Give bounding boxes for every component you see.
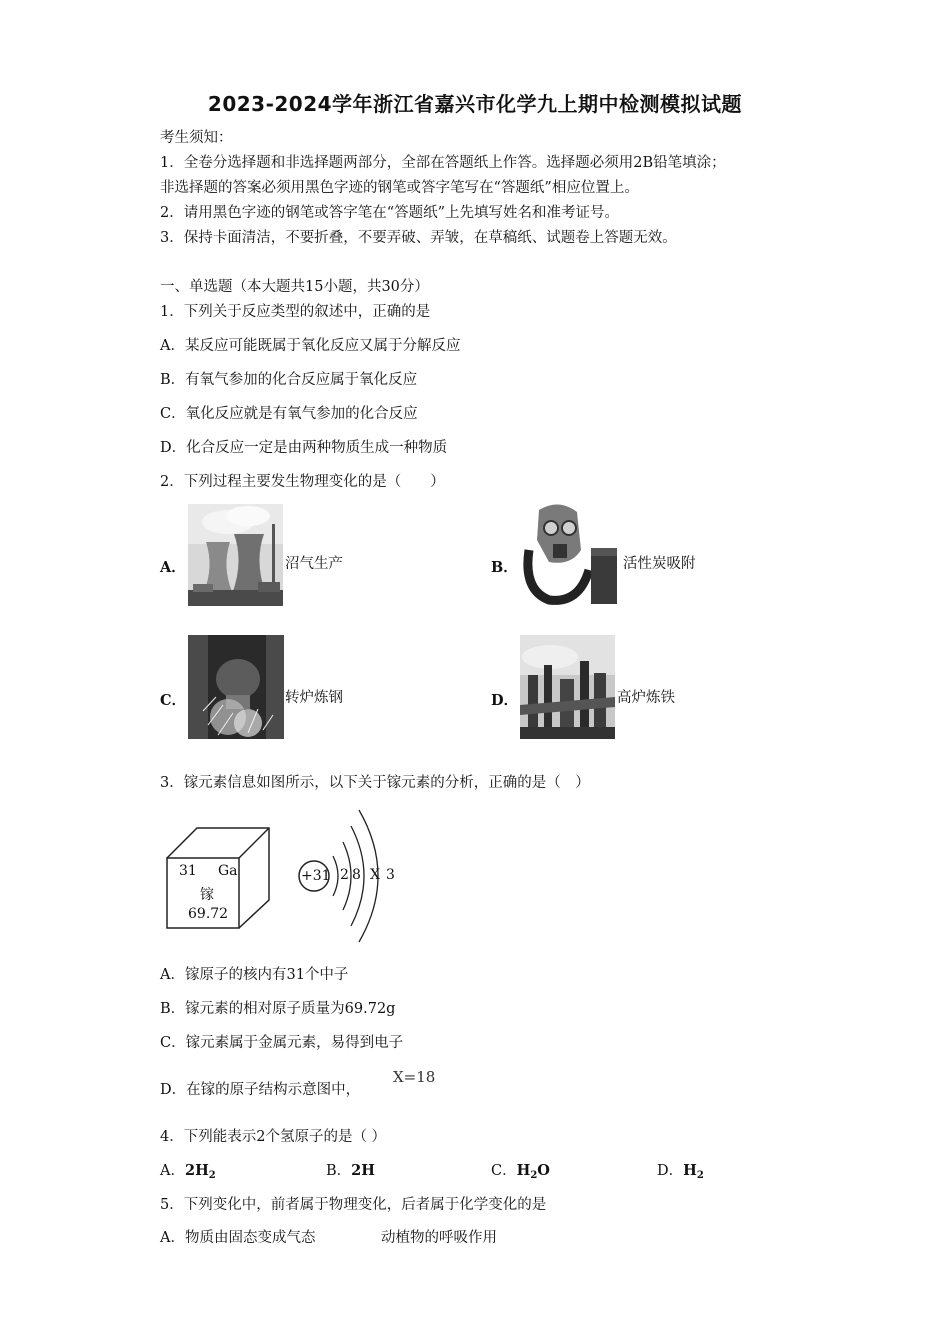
q4-option-d-sub: 2 (696, 1170, 704, 1181)
q2-option-b-label: 活性炭吸附 (623, 556, 696, 572)
q4-option-c-letter: C． (491, 1163, 517, 1179)
q1-option-c: C．氧化反应就是有氧气参加的化合反应 (160, 406, 418, 422)
question-4-stem: 4．下列能表示2个氢原子的是（ ） (160, 1129, 387, 1145)
atom-nucleus: +31 (301, 868, 331, 884)
cooling-towers-image (188, 504, 283, 606)
notice-item: 2．请用黑色字迹的钢笔或答字笔在“答题纸”上先填写姓名和准考证号。 (160, 205, 620, 221)
q2-option-c-label: 转炉炼钢 (285, 690, 343, 706)
q5-option-a-part1: 物质由固态变成气态 (184, 1230, 316, 1246)
q4-option-b (326, 1161, 375, 1181)
q4-option-b-formula: 2H (351, 1162, 375, 1179)
q4-option-c-formula: H (516, 1162, 531, 1179)
q2-option-d-label: 高炉炼铁 (617, 690, 675, 706)
page-title: 2023-2024学年浙江省嘉兴市化学九上期中检测模拟试题 (207, 92, 743, 116)
notice-heading: 考生须知： (160, 130, 233, 146)
gas-mask-image (519, 500, 622, 608)
element-symbol: Ga (218, 863, 238, 879)
q4-option-c (491, 1161, 550, 1186)
q4-option-a (160, 1161, 216, 1186)
q4-option-c-tail: O (537, 1162, 550, 1179)
q4-option-a-formula: 2H (184, 1162, 209, 1179)
q3-option-d: D．在镓的原子结构示意图中， (160, 1082, 361, 1098)
q4-option-b-letter: B． (326, 1163, 352, 1179)
notice-item: 非选择题的答案必须用黑色字迹的钢笔或答字笔写在“答题纸”相应位置上。 (160, 180, 639, 196)
q1-option-a: A．某反应可能既属于氧化反应又属于分解反应 (160, 338, 461, 354)
atom-shell-3: X (370, 867, 380, 883)
q3-option-c: C．镓元素属于金属元素，易得到电子 (160, 1035, 404, 1051)
q4-option-d-letter: D． (657, 1163, 684, 1179)
q3-option-a: A．镓原子的核内有31个中子 (160, 967, 349, 983)
section-heading: 一、单选题（本大题共15小题，共30分） (160, 279, 429, 295)
atom-shell-2: 8 (352, 867, 361, 883)
element-mass: 69.72 (188, 906, 229, 922)
element-atomic-number: 31 (179, 863, 197, 879)
q1-option-b: B．有氧气参加的化合反应属于氧化反应 (160, 372, 418, 388)
q3-option-b: B．镓元素的相对原子质量为69.72g (160, 1001, 396, 1017)
q4-option-a-letter: A． (160, 1163, 185, 1179)
question-1-stem: 1．下列关于反应类型的叙述中，正确的是 (160, 304, 431, 320)
atom-shell-4: 3 (386, 867, 395, 883)
q1-option-d: D．化合反应一定是由两种物质生成一种物质 (160, 440, 448, 456)
element-name: 镓 (200, 887, 214, 903)
q2-option-d-letter: D． (491, 692, 519, 709)
question-2-stem: 2．下列过程主要发生物理变化的是（ ） (160, 474, 445, 490)
converter-steel-image (188, 635, 284, 739)
q2-option-b-letter: B． (491, 559, 518, 576)
q5-option-a-part2: 动植物的呼吸作用 (381, 1230, 497, 1246)
question-5-stem: 5．下列变化中，前者属于物理变化，后者属于化学变化的是 (160, 1197, 547, 1213)
notice-item: 1．全卷分选择题和非选择题两部分，全部在答题纸上作答。选择题必须用2B铅笔填涂； (160, 155, 726, 171)
q4-option-d (657, 1161, 704, 1186)
question-3-stem: 3．镓元素信息如图所示，以下关于镓元素的分析，正确的是（ ） (160, 775, 590, 791)
q4-option-d-formula: H (683, 1162, 697, 1179)
q2-option-a-label: 沼气生产 (285, 556, 343, 572)
q3-option-d-value: X=18 (393, 1068, 436, 1086)
blast-furnace-image (520, 635, 615, 739)
q2-option-c-letter: C． (160, 692, 187, 709)
q4-option-c-sub: 2 (530, 1170, 538, 1181)
notice-item: 3．保持卡面清洁，不要折叠，不要弄破、弄皱，在草稿纸、试题卷上答题无效。 (160, 230, 677, 246)
q5-option-a-letter: A． (160, 1230, 185, 1246)
q5-option-a (160, 1228, 315, 1248)
q2-option-a-letter: A． (160, 559, 186, 576)
q4-option-a-sub: 2 (208, 1170, 216, 1181)
atom-shell-1: 2 (340, 867, 349, 883)
